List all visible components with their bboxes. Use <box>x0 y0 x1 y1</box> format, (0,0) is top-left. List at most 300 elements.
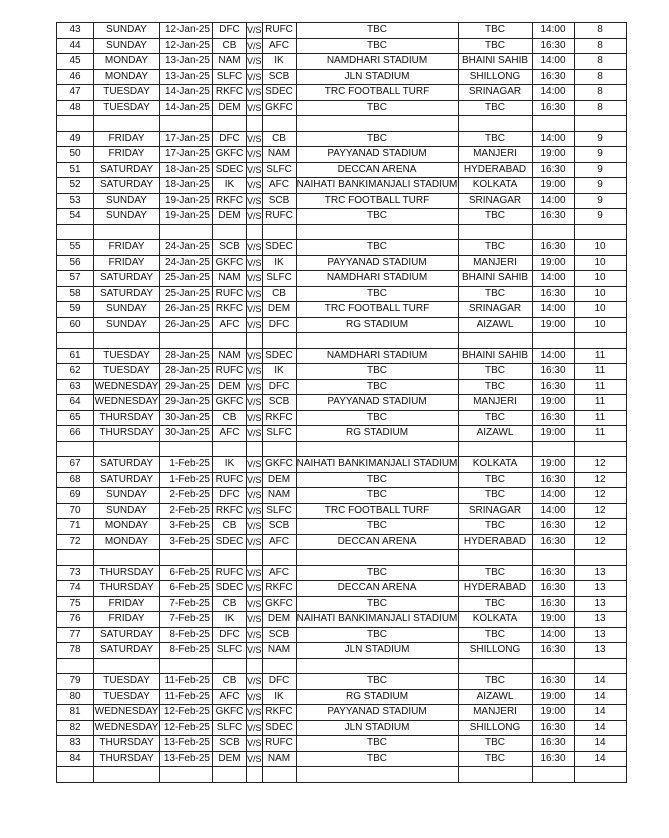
vs-label: V/S <box>247 581 263 597</box>
round-number: 8 <box>574 54 626 70</box>
round-number: 9 <box>574 209 626 225</box>
match-date: 18-Jan-25 <box>160 162 213 178</box>
match-day: THURSDAY <box>94 751 160 767</box>
spacer-cell <box>57 550 94 566</box>
round-number: 10 <box>574 240 626 256</box>
home-team: IK <box>213 612 247 628</box>
vs-label: V/S <box>247 736 263 752</box>
match-number: 73 <box>57 565 94 581</box>
fixture-row <box>57 255 627 271</box>
match-date: 24-Jan-25 <box>160 240 213 256</box>
fixture-row <box>57 488 627 504</box>
city: SHILLONG <box>458 720 532 736</box>
spacer-cell <box>94 116 160 132</box>
kickoff-time: 14:00 <box>532 85 574 101</box>
match-date: 12-Jan-25 <box>160 38 213 54</box>
match-day: MONDAY <box>94 54 160 70</box>
venue: JLN STADIUM <box>296 69 458 85</box>
vs-label: V/S <box>247 100 263 116</box>
vs-label: V/S <box>247 240 263 256</box>
match-day: SUNDAY <box>94 317 160 333</box>
spacer-cell <box>213 658 247 674</box>
round-number: 9 <box>574 131 626 147</box>
spacer-cell <box>94 333 160 349</box>
match-day: SUNDAY <box>94 302 160 318</box>
home-team: SLFC <box>213 643 247 659</box>
round-number: 12 <box>574 534 626 550</box>
match-number: 54 <box>57 209 94 225</box>
vs-label: V/S <box>247 395 263 411</box>
venue: TBC <box>296 488 458 504</box>
spacer-row <box>57 550 627 566</box>
spacer-cell <box>532 550 574 566</box>
round-number: 10 <box>574 317 626 333</box>
away-team: RUFC <box>262 736 296 752</box>
away-team: IK <box>262 689 296 705</box>
spacer-cell <box>160 224 213 240</box>
match-number: 48 <box>57 100 94 116</box>
kickoff-time: 19:00 <box>532 178 574 194</box>
match-date: 13-Feb-25 <box>160 736 213 752</box>
away-team: SDEC <box>262 348 296 364</box>
match-day: SUNDAY <box>94 23 160 39</box>
venue: TBC <box>296 379 458 395</box>
match-day: THURSDAY <box>94 736 160 752</box>
away-team: SLFC <box>262 162 296 178</box>
vs-label: V/S <box>247 131 263 147</box>
away-team: NAM <box>262 147 296 163</box>
away-team: DFC <box>262 674 296 690</box>
kickoff-time: 16:30 <box>532 69 574 85</box>
match-day: SATURDAY <box>94 643 160 659</box>
spacer-cell <box>296 550 458 566</box>
kickoff-time: 14:00 <box>532 348 574 364</box>
spacer-cell <box>160 441 213 457</box>
vs-label: V/S <box>247 519 263 535</box>
match-number: 62 <box>57 364 94 380</box>
away-team: SDEC <box>262 720 296 736</box>
match-number: 65 <box>57 410 94 426</box>
kickoff-time: 14:00 <box>532 131 574 147</box>
home-team: CB <box>213 38 247 54</box>
fixture-row <box>57 720 627 736</box>
match-date: 14-Jan-25 <box>160 100 213 116</box>
fixture-row <box>57 519 627 535</box>
home-team: DEM <box>213 379 247 395</box>
match-day: SUNDAY <box>94 488 160 504</box>
home-team: CB <box>213 674 247 690</box>
vs-label: V/S <box>247 627 263 643</box>
match-date: 11-Feb-25 <box>160 674 213 690</box>
home-team: GKFC <box>213 395 247 411</box>
venue: JLN STADIUM <box>296 720 458 736</box>
fixtures-body <box>57 23 627 783</box>
city: TBC <box>458 410 532 426</box>
away-team: AFC <box>262 38 296 54</box>
vs-label: V/S <box>247 54 263 70</box>
away-team: GKFC <box>262 457 296 473</box>
fixture-row <box>57 54 627 70</box>
away-team: RKFC <box>262 705 296 721</box>
vs-label: V/S <box>247 209 263 225</box>
fixture-row <box>57 147 627 163</box>
spacer-cell <box>296 224 458 240</box>
kickoff-time: 16:30 <box>532 565 574 581</box>
fixture-row <box>57 271 627 287</box>
match-day: MONDAY <box>94 519 160 535</box>
match-date: 29-Jan-25 <box>160 395 213 411</box>
match-day: TUESDAY <box>94 100 160 116</box>
match-number: 82 <box>57 720 94 736</box>
match-date: 12-Feb-25 <box>160 705 213 721</box>
match-number: 69 <box>57 488 94 504</box>
spacer-cell <box>213 333 247 349</box>
fixture-row <box>57 240 627 256</box>
match-date: 1-Feb-25 <box>160 457 213 473</box>
away-team: IK <box>262 364 296 380</box>
spacer-cell <box>262 441 296 457</box>
match-day: WEDNESDAY <box>94 395 160 411</box>
away-team: CB <box>262 131 296 147</box>
round-number: 12 <box>574 457 626 473</box>
spacer-cell <box>532 333 574 349</box>
match-number: 76 <box>57 612 94 628</box>
match-day: MONDAY <box>94 534 160 550</box>
kickoff-time: 16:30 <box>532 596 574 612</box>
match-day: FRIDAY <box>94 131 160 147</box>
venue: TBC <box>296 627 458 643</box>
home-team: AFC <box>213 689 247 705</box>
kickoff-time: 16:30 <box>532 364 574 380</box>
home-team: RUFC <box>213 565 247 581</box>
match-day: SATURDAY <box>94 472 160 488</box>
city: BHAINI SAHIB <box>458 271 532 287</box>
away-team: NAM <box>262 643 296 659</box>
vs-label: V/S <box>247 23 263 39</box>
venue: JLN STADIUM <box>296 643 458 659</box>
match-date: 29-Jan-25 <box>160 379 213 395</box>
kickoff-time: 14:00 <box>532 193 574 209</box>
kickoff-time: 14:00 <box>532 271 574 287</box>
home-team: IK <box>213 457 247 473</box>
venue: TBC <box>296 410 458 426</box>
spacer-cell <box>262 116 296 132</box>
home-team: DEM <box>213 751 247 767</box>
kickoff-time: 16:30 <box>532 379 574 395</box>
away-team: DFC <box>262 317 296 333</box>
city: TBC <box>458 472 532 488</box>
kickoff-time: 19:00 <box>532 255 574 271</box>
fixture-row <box>57 395 627 411</box>
venue: PAYYANAD STADIUM <box>296 147 458 163</box>
city: TBC <box>458 209 532 225</box>
spacer-cell <box>213 441 247 457</box>
match-date: 28-Jan-25 <box>160 348 213 364</box>
spacer-cell <box>296 116 458 132</box>
home-team: RUFC <box>213 286 247 302</box>
city: TBC <box>458 364 532 380</box>
vs-label: V/S <box>247 69 263 85</box>
kickoff-time: 16:30 <box>532 581 574 597</box>
fixture-row <box>57 38 627 54</box>
city: TBC <box>458 488 532 504</box>
match-number: 52 <box>57 178 94 194</box>
kickoff-time: 16:30 <box>532 534 574 550</box>
away-team: SLFC <box>262 503 296 519</box>
round-number: 13 <box>574 612 626 628</box>
match-number: 79 <box>57 674 94 690</box>
fixture-row <box>57 23 627 39</box>
round-number: 14 <box>574 705 626 721</box>
match-date: 13-Jan-25 <box>160 54 213 70</box>
fixture-row <box>57 534 627 550</box>
city: TBC <box>458 23 532 39</box>
fixture-row <box>57 736 627 752</box>
match-day: TUESDAY <box>94 364 160 380</box>
match-day: SATURDAY <box>94 162 160 178</box>
match-date: 25-Jan-25 <box>160 286 213 302</box>
vs-label: V/S <box>247 751 263 767</box>
match-number: 44 <box>57 38 94 54</box>
vs-label: V/S <box>247 596 263 612</box>
away-team: DEM <box>262 302 296 318</box>
spacer-cell <box>262 658 296 674</box>
city: TBC <box>458 751 532 767</box>
round-number: 11 <box>574 395 626 411</box>
match-number: 68 <box>57 472 94 488</box>
fixture-row <box>57 209 627 225</box>
spacer-cell <box>532 224 574 240</box>
home-team: RKFC <box>213 503 247 519</box>
away-team: NAM <box>262 751 296 767</box>
away-team: GKFC <box>262 100 296 116</box>
round-number: 13 <box>574 643 626 659</box>
match-date: 12-Feb-25 <box>160 720 213 736</box>
home-team: SLFC <box>213 69 247 85</box>
fixture-row <box>57 689 627 705</box>
round-number: 12 <box>574 503 626 519</box>
fixture-row <box>57 178 627 194</box>
round-number: 14 <box>574 720 626 736</box>
spacer-cell <box>247 550 263 566</box>
kickoff-time: 14:00 <box>532 302 574 318</box>
away-team: DEM <box>262 472 296 488</box>
spacer-cell <box>532 116 574 132</box>
spacer-cell <box>296 333 458 349</box>
match-number: 77 <box>57 627 94 643</box>
city: KOLKATA <box>458 457 532 473</box>
kickoff-time: 16:30 <box>532 720 574 736</box>
away-team: SDEC <box>262 85 296 101</box>
spacer-cell <box>160 658 213 674</box>
kickoff-time: 19:00 <box>532 395 574 411</box>
spacer-cell <box>458 441 532 457</box>
home-team: AFC <box>213 317 247 333</box>
venue: TBC <box>296 100 458 116</box>
spacer-cell <box>458 224 532 240</box>
fixture-row <box>57 627 627 643</box>
fixture-row <box>57 565 627 581</box>
fixtures-table <box>56 22 627 783</box>
match-number: 71 <box>57 519 94 535</box>
match-day: FRIDAY <box>94 612 160 628</box>
match-date: 24-Jan-25 <box>160 255 213 271</box>
city: SHILLONG <box>458 643 532 659</box>
spacer-cell <box>160 116 213 132</box>
vs-label: V/S <box>247 147 263 163</box>
vs-label: V/S <box>247 472 263 488</box>
spacer-cell <box>262 224 296 240</box>
round-number: 10 <box>574 255 626 271</box>
match-number: 72 <box>57 534 94 550</box>
city: TBC <box>458 38 532 54</box>
away-team: SCB <box>262 519 296 535</box>
match-number: 51 <box>57 162 94 178</box>
city: TBC <box>458 100 532 116</box>
match-number: 56 <box>57 255 94 271</box>
spacer-cell <box>262 550 296 566</box>
spacer-cell <box>94 767 160 783</box>
home-team: DFC <box>213 131 247 147</box>
vs-label: V/S <box>247 162 263 178</box>
round-number: 9 <box>574 147 626 163</box>
spacer-cell <box>574 550 626 566</box>
fixture-row <box>57 410 627 426</box>
venue: TBC <box>296 596 458 612</box>
spacer-cell <box>532 441 574 457</box>
match-day: FRIDAY <box>94 240 160 256</box>
match-day: FRIDAY <box>94 596 160 612</box>
match-date: 7-Feb-25 <box>160 612 213 628</box>
vs-label: V/S <box>247 612 263 628</box>
city: TBC <box>458 286 532 302</box>
vs-label: V/S <box>247 302 263 318</box>
round-number: 9 <box>574 162 626 178</box>
kickoff-time: 16:30 <box>532 410 574 426</box>
venue: TBC <box>296 23 458 39</box>
spacer-cell <box>458 333 532 349</box>
spacer-cell <box>574 333 626 349</box>
home-team: RKFC <box>213 193 247 209</box>
away-team: SLFC <box>262 426 296 442</box>
venue: TBC <box>296 209 458 225</box>
venue: TBC <box>296 674 458 690</box>
vs-label: V/S <box>247 674 263 690</box>
venue: TBC <box>296 38 458 54</box>
city: MANJERI <box>458 255 532 271</box>
kickoff-time: 19:00 <box>532 689 574 705</box>
round-number: 10 <box>574 286 626 302</box>
match-number: 84 <box>57 751 94 767</box>
city: MANJERI <box>458 395 532 411</box>
venue: TBC <box>296 286 458 302</box>
spacer-row <box>57 116 627 132</box>
match-number: 63 <box>57 379 94 395</box>
match-date: 2-Feb-25 <box>160 503 213 519</box>
match-date: 2-Feb-25 <box>160 488 213 504</box>
match-day: WEDNESDAY <box>94 720 160 736</box>
vs-label: V/S <box>247 317 263 333</box>
city: KOLKATA <box>458 612 532 628</box>
fixture-row <box>57 100 627 116</box>
home-team: SDEC <box>213 534 247 550</box>
round-number: 12 <box>574 519 626 535</box>
home-team: DFC <box>213 627 247 643</box>
match-date: 8-Feb-25 <box>160 627 213 643</box>
round-number: 11 <box>574 379 626 395</box>
round-number: 14 <box>574 689 626 705</box>
match-date: 7-Feb-25 <box>160 596 213 612</box>
away-team: SCB <box>262 69 296 85</box>
round-number: 9 <box>574 178 626 194</box>
vs-label: V/S <box>247 410 263 426</box>
match-date: 6-Feb-25 <box>160 581 213 597</box>
fixture-row <box>57 162 627 178</box>
spacer-cell <box>574 658 626 674</box>
vs-label: V/S <box>247 379 263 395</box>
home-team: DFC <box>213 488 247 504</box>
vs-label: V/S <box>247 705 263 721</box>
match-date: 13-Feb-25 <box>160 751 213 767</box>
round-number: 11 <box>574 426 626 442</box>
away-team: RKFC <box>262 410 296 426</box>
vs-label: V/S <box>247 534 263 550</box>
match-day: SATURDAY <box>94 178 160 194</box>
city: AIZAWL <box>458 689 532 705</box>
kickoff-time: 16:30 <box>532 209 574 225</box>
spacer-row <box>57 767 627 783</box>
venue: NAMDHARI STADIUM <box>296 271 458 287</box>
match-number: 80 <box>57 689 94 705</box>
spacer-cell <box>94 658 160 674</box>
match-date: 3-Feb-25 <box>160 534 213 550</box>
spacer-cell <box>160 767 213 783</box>
home-team: GKFC <box>213 147 247 163</box>
home-team: CB <box>213 596 247 612</box>
match-number: 66 <box>57 426 94 442</box>
match-day: FRIDAY <box>94 255 160 271</box>
venue: RG STADIUM <box>296 689 458 705</box>
round-number: 8 <box>574 38 626 54</box>
vs-label: V/S <box>247 178 263 194</box>
vs-label: V/S <box>247 720 263 736</box>
match-number: 50 <box>57 147 94 163</box>
match-date: 19-Jan-25 <box>160 209 213 225</box>
venue: PAYYANAD STADIUM <box>296 255 458 271</box>
home-team: GKFC <box>213 705 247 721</box>
away-team: SCB <box>262 395 296 411</box>
city: TBC <box>458 736 532 752</box>
spacer-cell <box>94 550 160 566</box>
match-number: 49 <box>57 131 94 147</box>
match-day: SATURDAY <box>94 286 160 302</box>
vs-label: V/S <box>247 38 263 54</box>
away-team: DEM <box>262 612 296 628</box>
match-date: 1-Feb-25 <box>160 472 213 488</box>
match-date: 14-Jan-25 <box>160 85 213 101</box>
city: TBC <box>458 565 532 581</box>
match-day: TUESDAY <box>94 689 160 705</box>
venue: DECCAN ARENA <box>296 162 458 178</box>
city: TBC <box>458 627 532 643</box>
kickoff-time: 14:00 <box>532 23 574 39</box>
city: TBC <box>458 379 532 395</box>
match-date: 3-Feb-25 <box>160 519 213 535</box>
city: SRINAGAR <box>458 302 532 318</box>
vs-label: V/S <box>247 565 263 581</box>
away-team: SLFC <box>262 271 296 287</box>
city: AIZAWL <box>458 426 532 442</box>
